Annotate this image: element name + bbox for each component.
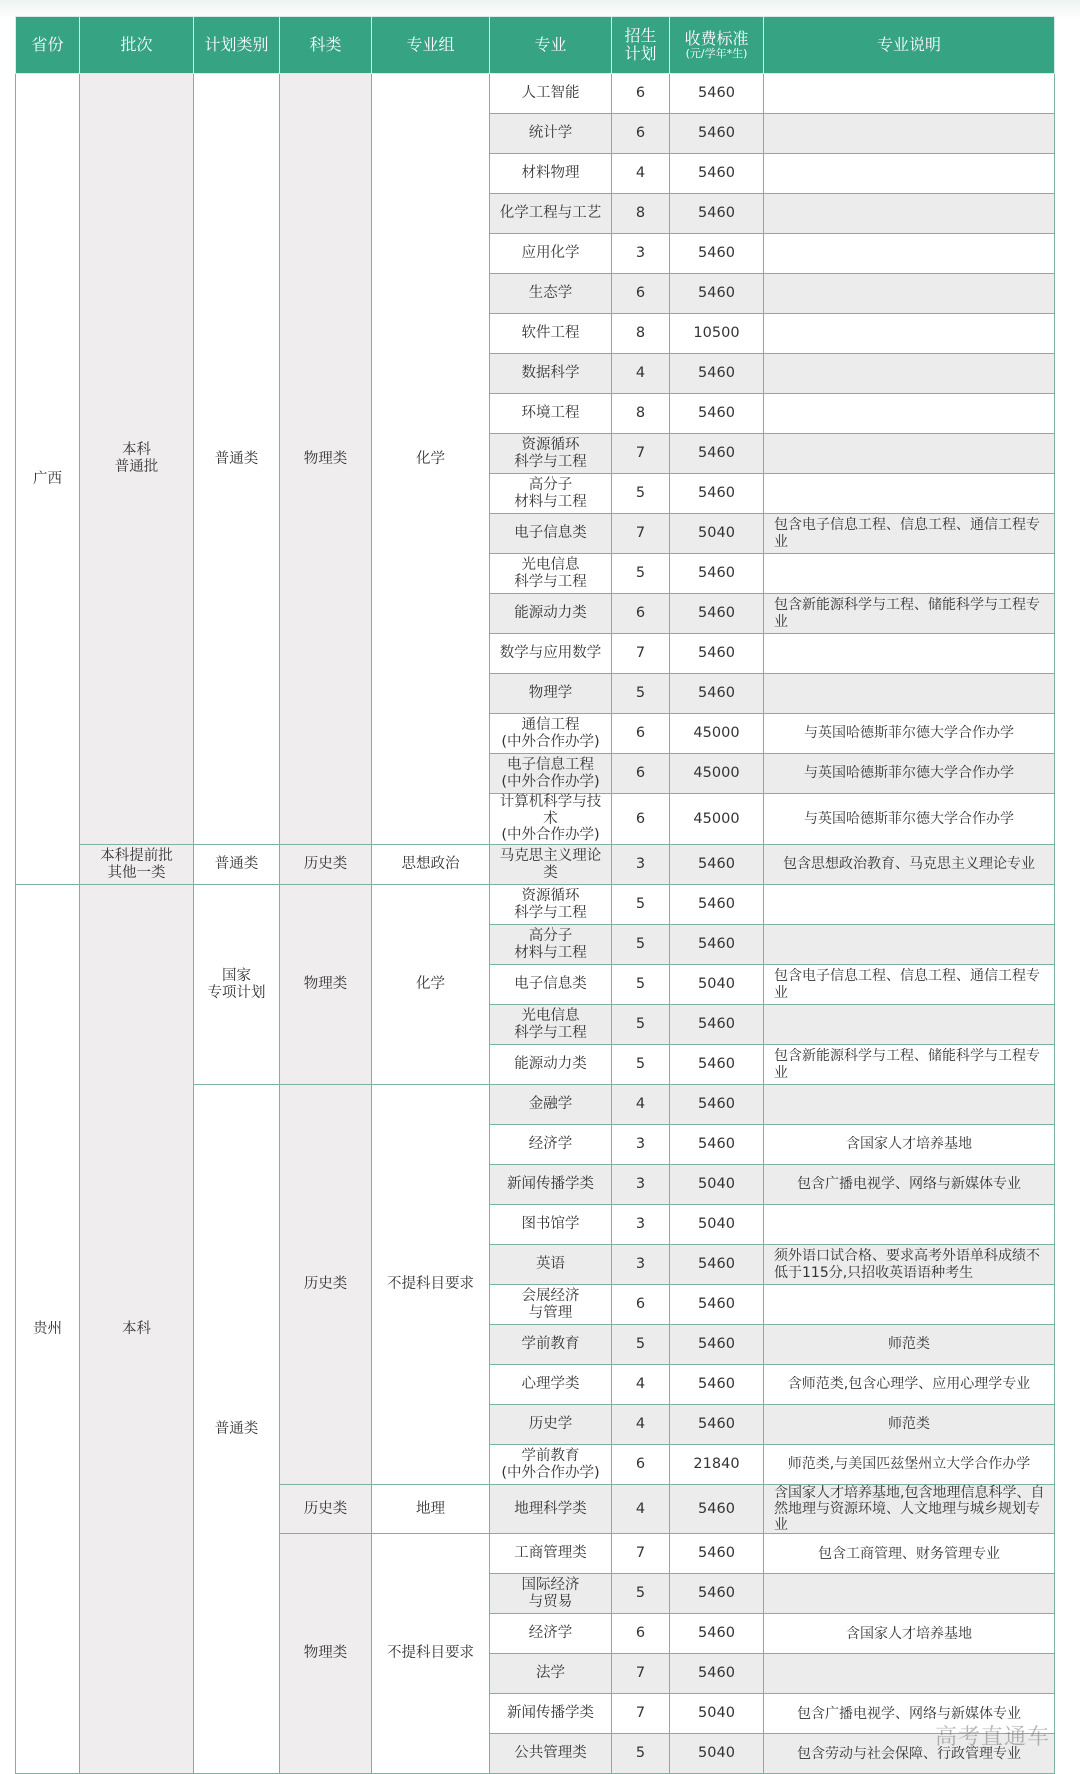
note-cell — [764, 314, 1055, 354]
fee-cell: 45000 — [670, 794, 764, 845]
note-cell: 包含新能源科学与工程、储能科学与工程专业 — [764, 594, 1055, 634]
major-cell: 经济学 — [490, 1125, 612, 1165]
note-cell — [764, 1205, 1055, 1245]
province-cell: 贵州 — [16, 885, 80, 1774]
subject-type-cell: 物理类 — [280, 74, 372, 845]
note-cell: 包含思想政治教育、马克思主义理论专业 — [764, 845, 1055, 885]
note-cell: 师范类 — [764, 1325, 1055, 1365]
fee-cell: 5040 — [670, 1734, 764, 1774]
fee-cell: 5460 — [670, 434, 764, 474]
batch-cell: 本科 普通批 — [80, 74, 194, 845]
major-cell: 金融学 — [490, 1085, 612, 1125]
enrollment-cell: 4 — [612, 1085, 670, 1125]
fee-cell: 5040 — [670, 1694, 764, 1734]
major-group-cell: 思想政治 — [372, 845, 490, 885]
note-cell — [764, 234, 1055, 274]
fee-cell: 5460 — [670, 274, 764, 314]
note-cell — [764, 1085, 1055, 1125]
header-plan-type: 计划类别 — [194, 17, 280, 74]
major-cell: 计算机科学与技术 (中外合作办学) — [490, 794, 612, 845]
fee-cell: 5460 — [670, 194, 764, 234]
fee-cell: 5040 — [670, 965, 764, 1005]
note-cell — [764, 474, 1055, 514]
major-cell: 资源循环 科学与工程 — [490, 434, 612, 474]
note-cell: 含国家人才培养基地,包含地理信息科学、自然地理与资源环境、人文地理与城乡规划专业 — [764, 1485, 1055, 1534]
fee-cell: 5460 — [670, 1574, 764, 1614]
fee-cell: 5460 — [670, 554, 764, 594]
major-cell: 环境工程 — [490, 394, 612, 434]
enrollment-cell: 6 — [612, 714, 670, 754]
fee-cell: 5040 — [670, 514, 764, 554]
enrollment-cell: 4 — [612, 354, 670, 394]
note-cell: 包含新能源科学与工程、储能科学与工程专业 — [764, 1045, 1055, 1085]
plan-type-cell: 普通类 — [194, 74, 280, 845]
fee-cell: 45000 — [670, 714, 764, 754]
header-row — [16, 17, 1055, 74]
major-cell: 会展经济 与管理 — [490, 1285, 612, 1325]
fee-cell: 5460 — [670, 74, 764, 114]
major-cell: 高分子 材料与工程 — [490, 925, 612, 965]
enrollment-cell: 3 — [612, 1125, 670, 1165]
major-cell: 马克思主义理论类 — [490, 845, 612, 885]
fee-cell: 5460 — [670, 1405, 764, 1445]
note-cell: 包含广播电视学、网络与新媒体专业 — [764, 1165, 1055, 1205]
enrollment-cell: 8 — [612, 394, 670, 434]
note-cell — [764, 394, 1055, 434]
major-cell: 电子信息工程 (中外合作办学) — [490, 754, 612, 794]
enrollment-cell: 7 — [612, 434, 670, 474]
major-cell: 国际经济 与贸易 — [490, 1574, 612, 1614]
major-cell: 光电信息 科学与工程 — [490, 1005, 612, 1045]
major-cell: 图书馆学 — [490, 1205, 612, 1245]
subject-type-cell: 物理类 — [280, 885, 372, 1085]
batch-cell: 本科 — [80, 885, 194, 1774]
enrollment-cell: 6 — [612, 274, 670, 314]
note-cell — [764, 634, 1055, 674]
fee-cell: 5460 — [670, 1125, 764, 1165]
major-cell: 生态学 — [490, 274, 612, 314]
admission-plan-table — [15, 16, 1055, 1774]
enrollment-cell: 7 — [612, 514, 670, 554]
enrollment-cell: 4 — [612, 154, 670, 194]
major-cell: 学前教育 (中外合作办学) — [490, 1445, 612, 1485]
major-group-cell: 不提科目要求 — [372, 1085, 490, 1485]
major-cell: 能源动力类 — [490, 594, 612, 634]
enrollment-cell: 5 — [612, 1005, 670, 1045]
fee-cell: 5460 — [670, 674, 764, 714]
fee-cell: 5460 — [670, 234, 764, 274]
enrollment-cell: 5 — [612, 474, 670, 514]
major-group-cell: 化学 — [372, 885, 490, 1085]
subject-type-cell: 历史类 — [280, 1485, 372, 1534]
note-cell: 含师范类,包含心理学、应用心理学专业 — [764, 1365, 1055, 1405]
note-cell — [764, 1005, 1055, 1045]
enrollment-cell: 8 — [612, 194, 670, 234]
major-cell: 电子信息类 — [490, 514, 612, 554]
enrollment-cell: 3 — [612, 1165, 670, 1205]
note-cell: 包含电子信息工程、信息工程、通信工程专业 — [764, 514, 1055, 554]
major-cell: 资源循环 科学与工程 — [490, 885, 612, 925]
enrollment-cell: 6 — [612, 1285, 670, 1325]
note-cell — [764, 274, 1055, 314]
enrollment-cell: 3 — [612, 845, 670, 885]
province-cell: 广西 — [16, 74, 80, 885]
header-note: 专业说明 — [764, 17, 1055, 74]
fee-cell: 45000 — [670, 754, 764, 794]
note-cell — [764, 674, 1055, 714]
enrollment-cell: 6 — [612, 594, 670, 634]
fee-cell: 5460 — [670, 1325, 764, 1365]
note-cell: 包含广播电视学、网络与新媒体专业 — [764, 1694, 1055, 1734]
fee-cell: 5460 — [670, 1654, 764, 1694]
fee-cell: 5460 — [670, 1534, 764, 1574]
note-cell: 须外语口试合格、要求高考外语单科成绩不低于115分,只招收英语语种考生 — [764, 1245, 1055, 1285]
header-major: 专业 — [490, 17, 612, 74]
enrollment-cell: 4 — [612, 1405, 670, 1445]
note-cell — [764, 1654, 1055, 1694]
fee-cell: 5040 — [670, 1165, 764, 1205]
note-cell — [764, 1574, 1055, 1614]
note-cell — [764, 74, 1055, 114]
major-cell: 学前教育 — [490, 1325, 612, 1365]
header-fee-unit: (元/学年*生) — [685, 46, 748, 60]
note-cell — [764, 1285, 1055, 1325]
fee-cell: 5460 — [670, 1085, 764, 1125]
note-cell — [764, 194, 1055, 234]
enrollment-cell: 5 — [612, 965, 670, 1005]
note-cell: 与英国哈德斯菲尔德大学合作办学 — [764, 714, 1055, 754]
major-cell: 地理科学类 — [490, 1485, 612, 1534]
plan-type-cell: 普通类 — [194, 845, 280, 885]
fee-cell: 5460 — [670, 594, 764, 634]
major-cell: 工商管理类 — [490, 1534, 612, 1574]
fee-cell: 5460 — [670, 1245, 764, 1285]
fee-cell: 5460 — [670, 394, 764, 434]
enrollment-cell: 5 — [612, 1045, 670, 1085]
enrollment-cell: 6 — [612, 74, 670, 114]
enrollment-cell: 5 — [612, 1574, 670, 1614]
fee-cell: 5460 — [670, 1285, 764, 1325]
enrollment-cell: 5 — [612, 554, 670, 594]
header-subject-type: 科类 — [280, 17, 372, 74]
major-cell: 高分子 材料与工程 — [490, 474, 612, 514]
enrollment-cell: 6 — [612, 1614, 670, 1654]
subject-type-cell: 历史类 — [280, 1085, 372, 1485]
fee-cell: 5460 — [670, 474, 764, 514]
enrollment-cell: 6 — [612, 754, 670, 794]
enrollment-cell: 6 — [612, 794, 670, 845]
enrollment-cell: 3 — [612, 1245, 670, 1285]
enrollment-cell: 7 — [612, 634, 670, 674]
major-cell: 新闻传播学类 — [490, 1694, 612, 1734]
major-cell: 能源动力类 — [490, 1045, 612, 1085]
fee-cell: 21840 — [670, 1445, 764, 1485]
enrollment-cell: 6 — [612, 1445, 670, 1485]
note-cell — [764, 925, 1055, 965]
fee-cell: 5460 — [670, 1045, 764, 1085]
table-row — [16, 74, 1055, 114]
enrollment-cell: 5 — [612, 1325, 670, 1365]
header-fee-label: 收费标准 — [684, 29, 749, 49]
enrollment-cell: 4 — [612, 1365, 670, 1405]
fee-cell: 5460 — [670, 114, 764, 154]
major-cell: 心理学类 — [490, 1365, 612, 1405]
major-cell: 应用化学 — [490, 234, 612, 274]
note-cell: 包含劳动与社会保障、行政管理专业 — [764, 1734, 1055, 1774]
fee-cell: 5460 — [670, 634, 764, 674]
header-fee — [670, 17, 764, 74]
enrollment-cell: 7 — [612, 1694, 670, 1734]
fee-cell: 5460 — [670, 1365, 764, 1405]
note-cell — [764, 554, 1055, 594]
enrollment-cell: 5 — [612, 885, 670, 925]
note-cell — [764, 154, 1055, 194]
table-row — [16, 845, 1055, 885]
table-row — [16, 885, 1055, 925]
enrollment-cell: 5 — [612, 925, 670, 965]
note-cell: 与英国哈德斯菲尔德大学合作办学 — [764, 754, 1055, 794]
major-cell: 光电信息 科学与工程 — [490, 554, 612, 594]
major-cell: 软件工程 — [490, 314, 612, 354]
major-cell: 人工智能 — [490, 74, 612, 114]
fee-cell: 10500 — [670, 314, 764, 354]
fee-cell: 5460 — [670, 1005, 764, 1045]
major-cell: 电子信息类 — [490, 965, 612, 1005]
note-cell — [764, 114, 1055, 154]
header-province: 省份 — [16, 17, 80, 74]
note-cell — [764, 434, 1055, 474]
note-cell — [764, 354, 1055, 394]
subject-type-cell: 历史类 — [280, 845, 372, 885]
enrollment-cell: 6 — [612, 114, 670, 154]
major-cell: 数学与应用数学 — [490, 634, 612, 674]
note-cell — [764, 885, 1055, 925]
subject-type-cell: 物理类 — [280, 1534, 372, 1774]
fee-cell: 5460 — [670, 1485, 764, 1534]
major-cell: 通信工程 (中外合作办学) — [490, 714, 612, 754]
note-cell: 与英国哈德斯菲尔德大学合作办学 — [764, 794, 1055, 845]
major-group-cell: 地理 — [372, 1485, 490, 1534]
note-cell: 包含电子信息工程、信息工程、通信工程专业 — [764, 965, 1055, 1005]
note-cell: 包含工商管理、财务管理专业 — [764, 1534, 1055, 1574]
major-cell: 数据科学 — [490, 354, 612, 394]
major-cell: 材料物理 — [490, 154, 612, 194]
plan-type-cell: 国家 专项计划 — [194, 885, 280, 1085]
header-batch: 批次 — [80, 17, 194, 74]
fee-cell: 5040 — [670, 1205, 764, 1245]
fee-cell: 5460 — [670, 845, 764, 885]
major-cell: 历史学 — [490, 1405, 612, 1445]
note-cell: 师范类,与美国匹兹堡州立大学合作办学 — [764, 1445, 1055, 1485]
fee-cell: 5460 — [670, 354, 764, 394]
enrollment-cell: 3 — [612, 1205, 670, 1245]
enrollment-cell: 5 — [612, 1734, 670, 1774]
major-cell: 经济学 — [490, 1614, 612, 1654]
enrollment-cell: 7 — [612, 1534, 670, 1574]
watermark: 高考直通车 — [934, 1725, 1050, 1750]
enrollment-cell: 3 — [612, 234, 670, 274]
major-cell: 统计学 — [490, 114, 612, 154]
enrollment-cell: 5 — [612, 674, 670, 714]
fee-cell: 5460 — [670, 885, 764, 925]
enrollment-cell: 8 — [612, 314, 670, 354]
batch-cell: 本科提前批 其他一类 — [80, 845, 194, 885]
fee-cell: 5460 — [670, 925, 764, 965]
note-cell: 含国家人才培养基地 — [764, 1614, 1055, 1654]
fee-cell: 5460 — [670, 1614, 764, 1654]
header-enrollment: 招生 计划 — [612, 17, 670, 74]
note-cell: 师范类 — [764, 1405, 1055, 1445]
major-group-cell: 不提科目要求 — [372, 1534, 490, 1774]
enrollment-cell: 7 — [612, 1654, 670, 1694]
major-cell: 物理学 — [490, 674, 612, 714]
note-cell: 含国家人才培养基地 — [764, 1125, 1055, 1165]
major-cell: 公共管理类 — [490, 1734, 612, 1774]
major-cell: 化学工程与工艺 — [490, 194, 612, 234]
major-cell: 英语 — [490, 1245, 612, 1285]
enrollment-cell: 4 — [612, 1485, 670, 1534]
major-cell: 新闻传播学类 — [490, 1165, 612, 1205]
major-cell: 法学 — [490, 1654, 612, 1694]
fee-cell: 5460 — [670, 154, 764, 194]
header-major-group: 专业组 — [372, 17, 490, 74]
plan-type-cell: 普通类 — [194, 1085, 280, 1774]
major-group-cell: 化学 — [372, 74, 490, 845]
